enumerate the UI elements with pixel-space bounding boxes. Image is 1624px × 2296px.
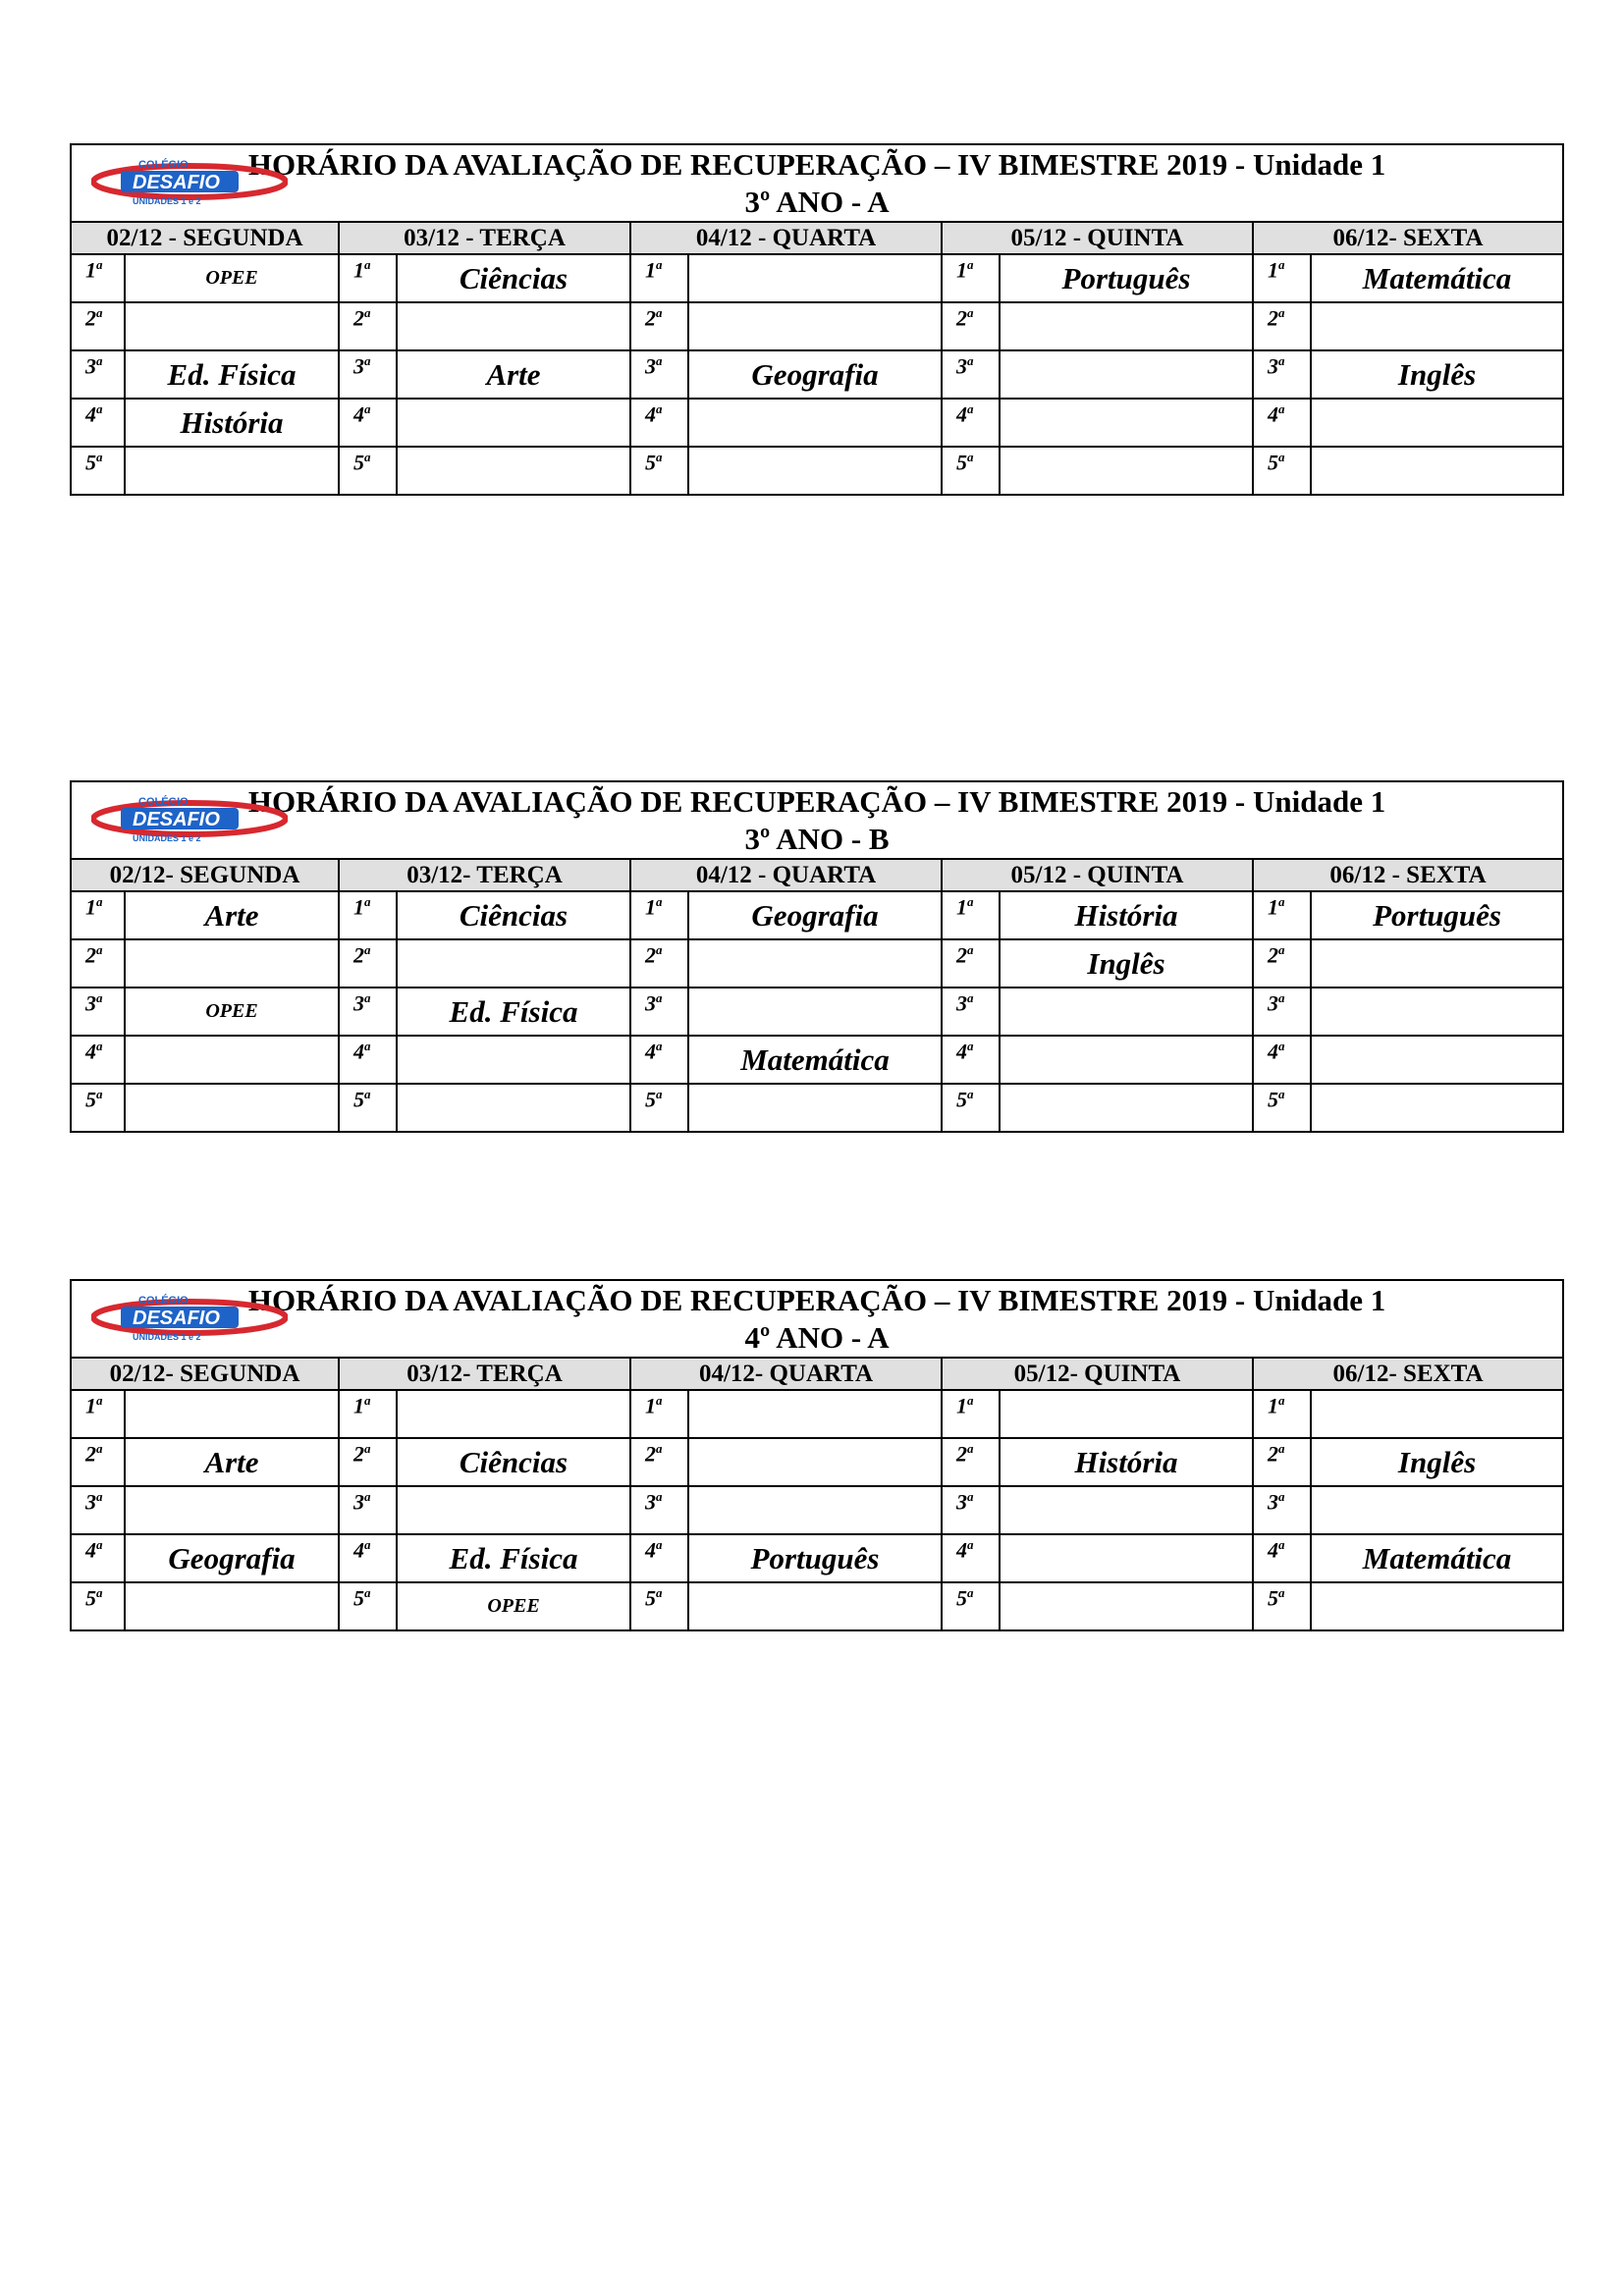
subject-cell xyxy=(688,1438,942,1486)
period-number: 3$^a$ xyxy=(71,350,125,399)
period-number: 2$^a$ xyxy=(71,1438,125,1486)
period-number: 5$^a$ xyxy=(71,447,125,495)
subject-cell: História xyxy=(1000,1438,1253,1486)
period-number: 1$^a$ xyxy=(942,254,1000,302)
period-number: 3$^a$ xyxy=(942,1486,1000,1534)
period-number: 3$^a$ xyxy=(630,1486,688,1534)
subject-cell xyxy=(1311,1486,1563,1534)
subject-cell xyxy=(1000,1390,1253,1438)
subject-cell: Ciências xyxy=(397,891,630,939)
subject-cell: Geografia xyxy=(688,891,942,939)
period-row xyxy=(71,254,1563,302)
subject-cell xyxy=(688,1084,942,1132)
period-number: 4$^a$ xyxy=(339,399,397,447)
subject-cell xyxy=(1311,1390,1563,1438)
subject-cell xyxy=(397,447,630,495)
subject-cell xyxy=(688,1390,942,1438)
subject-cell: História xyxy=(125,399,339,447)
subject-cell: História xyxy=(1000,891,1253,939)
period-number: 2$^a$ xyxy=(71,939,125,988)
subject-cell xyxy=(688,447,942,495)
subject-cell xyxy=(1311,1036,1563,1084)
colegio-desafio-logo xyxy=(91,792,288,843)
period-row xyxy=(71,939,1563,988)
period-number: 4$^a$ xyxy=(339,1534,397,1582)
period-number: 1$^a$ xyxy=(339,1390,397,1438)
period-number: 3$^a$ xyxy=(942,988,1000,1036)
subject-cell xyxy=(1000,302,1253,350)
logo-top-text: COLÉGIO xyxy=(138,1295,189,1307)
subject-cell xyxy=(1000,350,1253,399)
subject-cell xyxy=(688,302,942,350)
period-number: 3$^a$ xyxy=(1253,1486,1311,1534)
period-number: 1$^a$ xyxy=(339,254,397,302)
period-number: 5$^a$ xyxy=(1253,1582,1311,1630)
period-number: 2$^a$ xyxy=(1253,302,1311,350)
subject-cell xyxy=(1311,1084,1563,1132)
period-number: 1$^a$ xyxy=(1253,891,1311,939)
period-number: 3$^a$ xyxy=(942,350,1000,399)
schedule-title: HORÁRIO DA AVALIAÇÃO DE RECUPERAÇÃO – IV BIMESTRE 2019 - Unidade 1 xyxy=(247,146,1386,182)
subject-cell xyxy=(397,399,630,447)
schedule-header xyxy=(71,781,1563,859)
period-number: 2$^a$ xyxy=(339,1438,397,1486)
logo-sub-text: UNIDADES 1 e 2 xyxy=(133,833,201,843)
class-name: 3º ANO - A xyxy=(744,184,890,219)
subject-cell xyxy=(1000,399,1253,447)
period-number: 3$^a$ xyxy=(1253,350,1311,399)
period-number: 2$^a$ xyxy=(339,302,397,350)
subject-cell xyxy=(1311,988,1563,1036)
period-row xyxy=(71,447,1563,495)
period-number: 4$^a$ xyxy=(630,1534,688,1582)
day-header: 04/12 - QUARTA xyxy=(630,859,942,891)
subject-cell: Português xyxy=(1311,891,1563,939)
period-number: 5$^a$ xyxy=(630,447,688,495)
subject-cell xyxy=(1000,988,1253,1036)
subject-cell xyxy=(125,1036,339,1084)
period-number: 2$^a$ xyxy=(339,939,397,988)
period-row xyxy=(71,891,1563,939)
period-row xyxy=(71,302,1563,350)
period-number: 1$^a$ xyxy=(630,891,688,939)
period-number: 3$^a$ xyxy=(71,988,125,1036)
day-header: 05/12- QUINTA xyxy=(942,1358,1253,1390)
subject-cell xyxy=(1311,302,1563,350)
subject-cell xyxy=(125,1390,339,1438)
subject-cell: Arte xyxy=(125,1438,339,1486)
period-number: 1$^a$ xyxy=(630,1390,688,1438)
subject-cell xyxy=(125,1486,339,1534)
subject-cell xyxy=(688,1486,942,1534)
class-name: 4º ANO - A xyxy=(744,1319,890,1355)
period-number: 2$^a$ xyxy=(71,302,125,350)
day-header: 06/12- SEXTA xyxy=(1253,222,1563,254)
period-number: 5$^a$ xyxy=(339,1582,397,1630)
period-number: 5$^a$ xyxy=(942,1582,1000,1630)
subject-cell: Ciências xyxy=(397,254,630,302)
day-header: 04/12- QUARTA xyxy=(630,1358,942,1390)
subject-cell xyxy=(1000,1036,1253,1084)
class-name: 3º ANO - B xyxy=(744,821,890,856)
period-number: 4$^a$ xyxy=(942,1036,1000,1084)
period-number: 5$^a$ xyxy=(942,1084,1000,1132)
period-number: 1$^a$ xyxy=(71,254,125,302)
period-number: 3$^a$ xyxy=(71,1486,125,1534)
period-number: 4$^a$ xyxy=(1253,1036,1311,1084)
colegio-desafio-logo xyxy=(91,1291,288,1342)
subject-cell xyxy=(688,399,942,447)
period-number: 4$^a$ xyxy=(71,1534,125,1582)
day-header: 02/12 - SEGUNDA xyxy=(71,222,339,254)
subject-cell: OPEE xyxy=(397,1582,630,1630)
period-number: 4$^a$ xyxy=(1253,1534,1311,1582)
day-header: 06/12- SEXTA xyxy=(1253,1358,1563,1390)
subject-cell: Ed. Física xyxy=(397,988,630,1036)
schedule-title: HORÁRIO DA AVALIAÇÃO DE RECUPERAÇÃO – IV BIMESTRE 2019 - Unidade 1 xyxy=(247,783,1386,819)
subject-cell xyxy=(397,302,630,350)
period-row xyxy=(71,1486,1563,1534)
period-number: 4$^a$ xyxy=(71,1036,125,1084)
period-number: 1$^a$ xyxy=(339,891,397,939)
subject-cell xyxy=(688,988,942,1036)
subject-cell xyxy=(688,1582,942,1630)
subject-cell xyxy=(688,254,942,302)
subject-cell xyxy=(125,939,339,988)
subject-cell: Arte xyxy=(125,891,339,939)
day-header: 02/12- SEGUNDA xyxy=(71,1358,339,1390)
subject-cell xyxy=(125,1084,339,1132)
period-number: 1$^a$ xyxy=(942,891,1000,939)
day-header: 05/12 - QUINTA xyxy=(942,859,1253,891)
subject-cell xyxy=(688,939,942,988)
period-row xyxy=(71,350,1563,399)
subject-cell xyxy=(397,1036,630,1084)
schedule-header xyxy=(71,144,1563,222)
period-row xyxy=(71,1036,1563,1084)
subject-cell xyxy=(1000,1486,1253,1534)
subject-cell: Matemática xyxy=(1311,254,1563,302)
subject-cell xyxy=(397,939,630,988)
period-number: 2$^a$ xyxy=(942,302,1000,350)
period-number: 2$^a$ xyxy=(942,939,1000,988)
subject-cell xyxy=(1311,939,1563,988)
logo-main-text: DESAFIO xyxy=(133,172,220,193)
subject-cell xyxy=(1311,447,1563,495)
period-number: 1$^a$ xyxy=(71,1390,125,1438)
day-header: 04/12 - QUARTA xyxy=(630,222,942,254)
period-number: 5$^a$ xyxy=(339,1084,397,1132)
period-number: 1$^a$ xyxy=(71,891,125,939)
period-number: 1$^a$ xyxy=(1253,1390,1311,1438)
period-number: 5$^a$ xyxy=(339,447,397,495)
day-header: 02/12- SEGUNDA xyxy=(71,859,339,891)
subject-cell: Ed. Física xyxy=(397,1534,630,1582)
period-number: 2$^a$ xyxy=(942,1438,1000,1486)
period-number: 4$^a$ xyxy=(630,399,688,447)
subject-cell: OPEE xyxy=(125,988,339,1036)
period-number: 5$^a$ xyxy=(942,447,1000,495)
period-number: 5$^a$ xyxy=(71,1582,125,1630)
subject-cell: Inglês xyxy=(1000,939,1253,988)
period-row xyxy=(71,1582,1563,1630)
period-row xyxy=(71,988,1563,1036)
subject-cell: Ciências xyxy=(397,1438,630,1486)
period-number: 4$^a$ xyxy=(339,1036,397,1084)
period-number: 4$^a$ xyxy=(942,399,1000,447)
period-number: 4$^a$ xyxy=(1253,399,1311,447)
subject-cell xyxy=(1311,399,1563,447)
subject-cell: Inglês xyxy=(1311,1438,1563,1486)
period-number: 3$^a$ xyxy=(339,1486,397,1534)
logo-sub-text: UNIDADES 1 e 2 xyxy=(133,1332,201,1342)
period-number: 5$^a$ xyxy=(1253,1084,1311,1132)
period-number: 4$^a$ xyxy=(942,1534,1000,1582)
day-header: 03/12- TERÇA xyxy=(339,1358,630,1390)
subject-cell xyxy=(1000,447,1253,495)
period-row xyxy=(71,1390,1563,1438)
subject-cell: Ed. Física xyxy=(125,350,339,399)
subject-cell xyxy=(125,1582,339,1630)
subject-cell xyxy=(1000,1084,1253,1132)
schedule-title: HORÁRIO DA AVALIAÇÃO DE RECUPERAÇÃO – IV BIMESTRE 2019 - Unidade 1 xyxy=(247,1282,1386,1317)
subject-cell xyxy=(397,1486,630,1534)
period-number: 1$^a$ xyxy=(942,1390,1000,1438)
period-number: 5$^a$ xyxy=(630,1582,688,1630)
subject-cell: Português xyxy=(688,1534,942,1582)
period-number: 3$^a$ xyxy=(1253,988,1311,1036)
day-header: 03/12- TERÇA xyxy=(339,859,630,891)
day-header: 06/12 - SEXTA xyxy=(1253,859,1563,891)
colegio-desafio-logo xyxy=(91,155,288,206)
logo-top-text: COLÉGIO xyxy=(138,796,189,808)
period-number: 5$^a$ xyxy=(1253,447,1311,495)
day-header: 03/12 - TERÇA xyxy=(339,222,630,254)
logo-top-text: COLÉGIO xyxy=(138,159,189,171)
subject-cell xyxy=(1311,1582,1563,1630)
subject-cell xyxy=(397,1084,630,1132)
subject-cell: Matemática xyxy=(688,1036,942,1084)
period-number: 4$^a$ xyxy=(630,1036,688,1084)
subject-cell xyxy=(1000,1534,1253,1582)
period-number: 2$^a$ xyxy=(1253,1438,1311,1486)
period-number: 5$^a$ xyxy=(71,1084,125,1132)
period-number: 3$^a$ xyxy=(339,350,397,399)
subject-cell: Geografia xyxy=(125,1534,339,1582)
subject-cell: OPEE xyxy=(125,254,339,302)
schedule-header xyxy=(71,1280,1563,1358)
subject-cell xyxy=(397,1390,630,1438)
subject-cell: Português xyxy=(1000,254,1253,302)
subject-cell xyxy=(125,302,339,350)
period-number: 1$^a$ xyxy=(630,254,688,302)
subject-cell xyxy=(1000,1582,1253,1630)
period-row xyxy=(71,1084,1563,1132)
subject-cell: Geografia xyxy=(688,350,942,399)
subject-cell: Matemática xyxy=(1311,1534,1563,1582)
period-number: 1$^a$ xyxy=(1253,254,1311,302)
period-number: 2$^a$ xyxy=(630,302,688,350)
schedule-table xyxy=(70,780,1564,1133)
subject-cell: Inglês xyxy=(1311,350,1563,399)
period-number: 2$^a$ xyxy=(630,1438,688,1486)
schedule-table xyxy=(70,143,1564,496)
period-number: 5$^a$ xyxy=(630,1084,688,1132)
period-row xyxy=(71,399,1563,447)
period-number: 3$^a$ xyxy=(630,350,688,399)
period-number: 3$^a$ xyxy=(630,988,688,1036)
subject-cell: Arte xyxy=(397,350,630,399)
period-number: 4$^a$ xyxy=(71,399,125,447)
logo-main-text: DESAFIO xyxy=(133,1308,220,1329)
period-number: 3$^a$ xyxy=(339,988,397,1036)
logo-main-text: DESAFIO xyxy=(133,809,220,830)
period-row xyxy=(71,1438,1563,1486)
schedule-table xyxy=(70,1279,1564,1631)
day-header: 05/12 - QUINTA xyxy=(942,222,1253,254)
subject-cell xyxy=(125,447,339,495)
period-number: 2$^a$ xyxy=(630,939,688,988)
period-row xyxy=(71,1534,1563,1582)
period-number: 2$^a$ xyxy=(1253,939,1311,988)
logo-sub-text: UNIDADES 1 e 2 xyxy=(133,196,201,206)
